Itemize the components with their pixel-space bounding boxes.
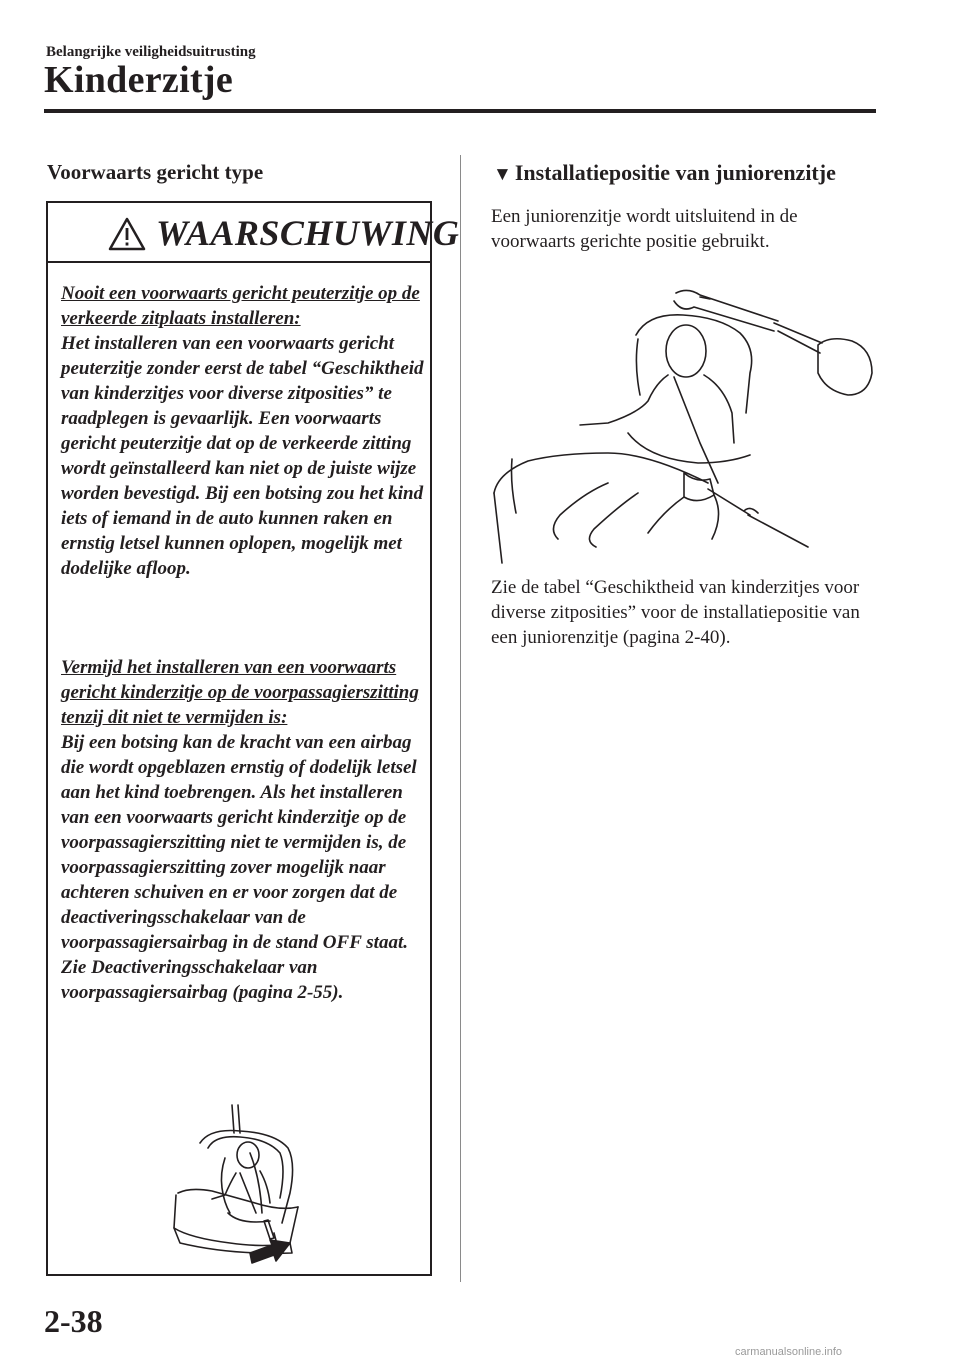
- right-paragraph-2-text: Zie de tabel “Geschiktheid van kinderzitjes voor diverse zitposities” voor de installatiepositie van een juniorenzitje (pagina 2-40).: [491, 577, 860, 648]
- left-heading: Voorwaarts gericht type: [47, 160, 264, 184]
- warning-box: [46, 201, 460, 1276]
- warning-header: [48, 203, 460, 263]
- right-paragraph-1: [491, 204, 876, 254]
- right-heading-text: Installatiepositie van juniorenzitje: [514, 160, 836, 185]
- triangle-down-icon: ▼: [493, 164, 512, 185]
- header-rule: [44, 109, 876, 113]
- right-paragraph-1-text: Een juniorenzitje wordt uitsluitend in de voorwaarts gerichte positie gebruikt.: [491, 206, 798, 252]
- right-paragraph-2: [491, 575, 876, 650]
- childseat-illustration: [170, 1103, 320, 1268]
- junior-seat-illustration: [488, 283, 880, 568]
- chapter-title: Kinderzitje: [44, 59, 234, 101]
- warning-1-lead: Nooit een voorwaarts gericht peuterzitje op de verkeerde zitplaats installeren:: [61, 283, 420, 329]
- section-label: Belangrijke veiligheidsuitrusting: [46, 44, 256, 60]
- warning-block-1: [61, 281, 429, 581]
- warning-2-lead: Vermijd het installeren van een voorwaarts gericht kinderzitje op de voorpassagierszitting tenzij dit niet te vermijden is:: [61, 657, 419, 728]
- warning-block-2: [61, 655, 429, 1005]
- watermark: carmanualsonline.info: [735, 1346, 843, 1358]
- right-heading: [493, 160, 836, 186]
- warning-2-body: Bij een botsing kan de kracht van een airbag die wordt opgeblazen ernstig of dodelijk letsel aan het kind toebrengen. Als het installeren van een voorwaarts gericht kinderzitje op de voorpassagierszitting niet te vermijden is, de voorpassagierszitting zover mogelijk naar achteren schuiven en er voor zorgen dat de deactiveringsschakelaar van de voorpassagiersairbag in de stand OFF staat. Zie Deactiveringsschakelaar van voorpassagiersairbag (pagina 2-55).: [61, 732, 417, 1003]
- warning-triangle-icon: [108, 217, 146, 251]
- page-number: 2-38: [44, 1303, 103, 1339]
- warning-title: WAARSCHUWING: [156, 213, 460, 253]
- warning-1-body: Het installeren van een voorwaarts gericht peuterzitje zonder eerst de tabel “Geschiktheid van kinderzitjes voor diverse zitposities” te raadplegen is gevaarlijk. Een voorwaarts gericht peuterzitje dat op de verkeerde zitting wordt geïnstalleerd kan niet op de juiste wijze worden bevestigd. Bij een botsing zou het kind iets of iemand in de auto kunnen raken en ernstig letsel kunnen oplopen, mogelijk met dodelijke afloop.: [61, 333, 424, 579]
- column-divider: [460, 155, 461, 1282]
